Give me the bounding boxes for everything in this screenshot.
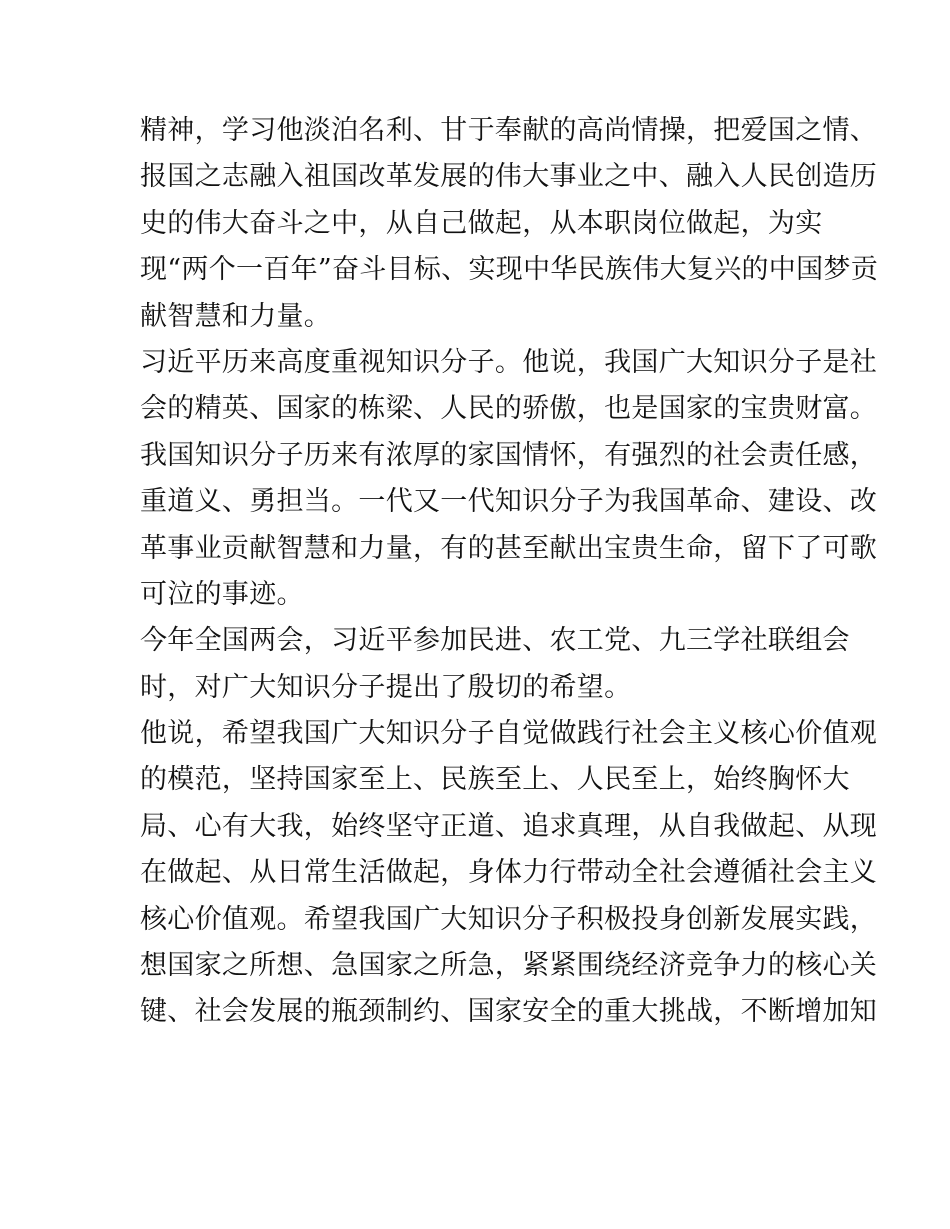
text-line: 精神，学习他淡泊名利、甘于奉献的高尚情操，把爱国之情、 [140,115,878,146]
text-line: 时，对广大知识分子提出了殷切的希望。 [140,671,632,703]
text-line: 键、社会发展的瓶颈制约、国家安全的重大挑战，不断增加知 [140,996,878,1028]
text-line: 今年全国两会，习近平参加民进、农工党、九三学社联组会 [140,625,850,657]
text-line: 史的伟大奋斗之中，从自己做起，从本职岗位做起，为实 [140,207,823,239]
text-line: 习近平历来高度重视知识分子。他说，我国广大知识分子是社 [140,346,878,378]
text-line: 想国家之所想、急国家之所急，紧紧围绕经济竞争力的核心关 [140,950,878,982]
text-line: 可泣的事迹。 [140,578,304,610]
text-line: 核心价值观。希望我国广大知识分子积极投身创新发展实践， [140,903,878,935]
body-text [140,108,879,1036]
text-line: 的模范，坚持国家至上、民族至上、人民至上，始终胸怀大 [140,764,850,796]
text-line: 局、心有大我，始终坚守正道、追求真理，从自我做起、从现 [140,810,878,842]
text-line: 献智慧和力量。 [140,300,332,332]
text-line: 报国之志融入祖国改革发展的伟大事业之中、融入人民创造历 [140,161,878,193]
text-line: 现“两个一百年”奋斗目标、实现中华民族伟大复兴的中国梦贡 [140,254,879,286]
text-line: 我国知识分子历来有浓厚的家国情怀，有强烈的社会责任感， [140,439,878,471]
text-line: 革事业贡献智慧和力量，有的甚至献出宝贵生命，留下了可歌 [140,532,878,564]
text-line: 重道义、勇担当。一代又一代知识分子为我国革命、建设、改 [140,486,878,518]
text-line: 在做起、从日常生活做起，身体力行带动全社会遵循社会主义 [140,857,878,889]
text-line: 会的精英、国家的栋梁、人民的骄傲，也是国家的宝贵财富。 [140,393,878,425]
text-line: 他说，希望我国广大知识分子自觉做践行社会主义核心价值观 [140,718,878,750]
